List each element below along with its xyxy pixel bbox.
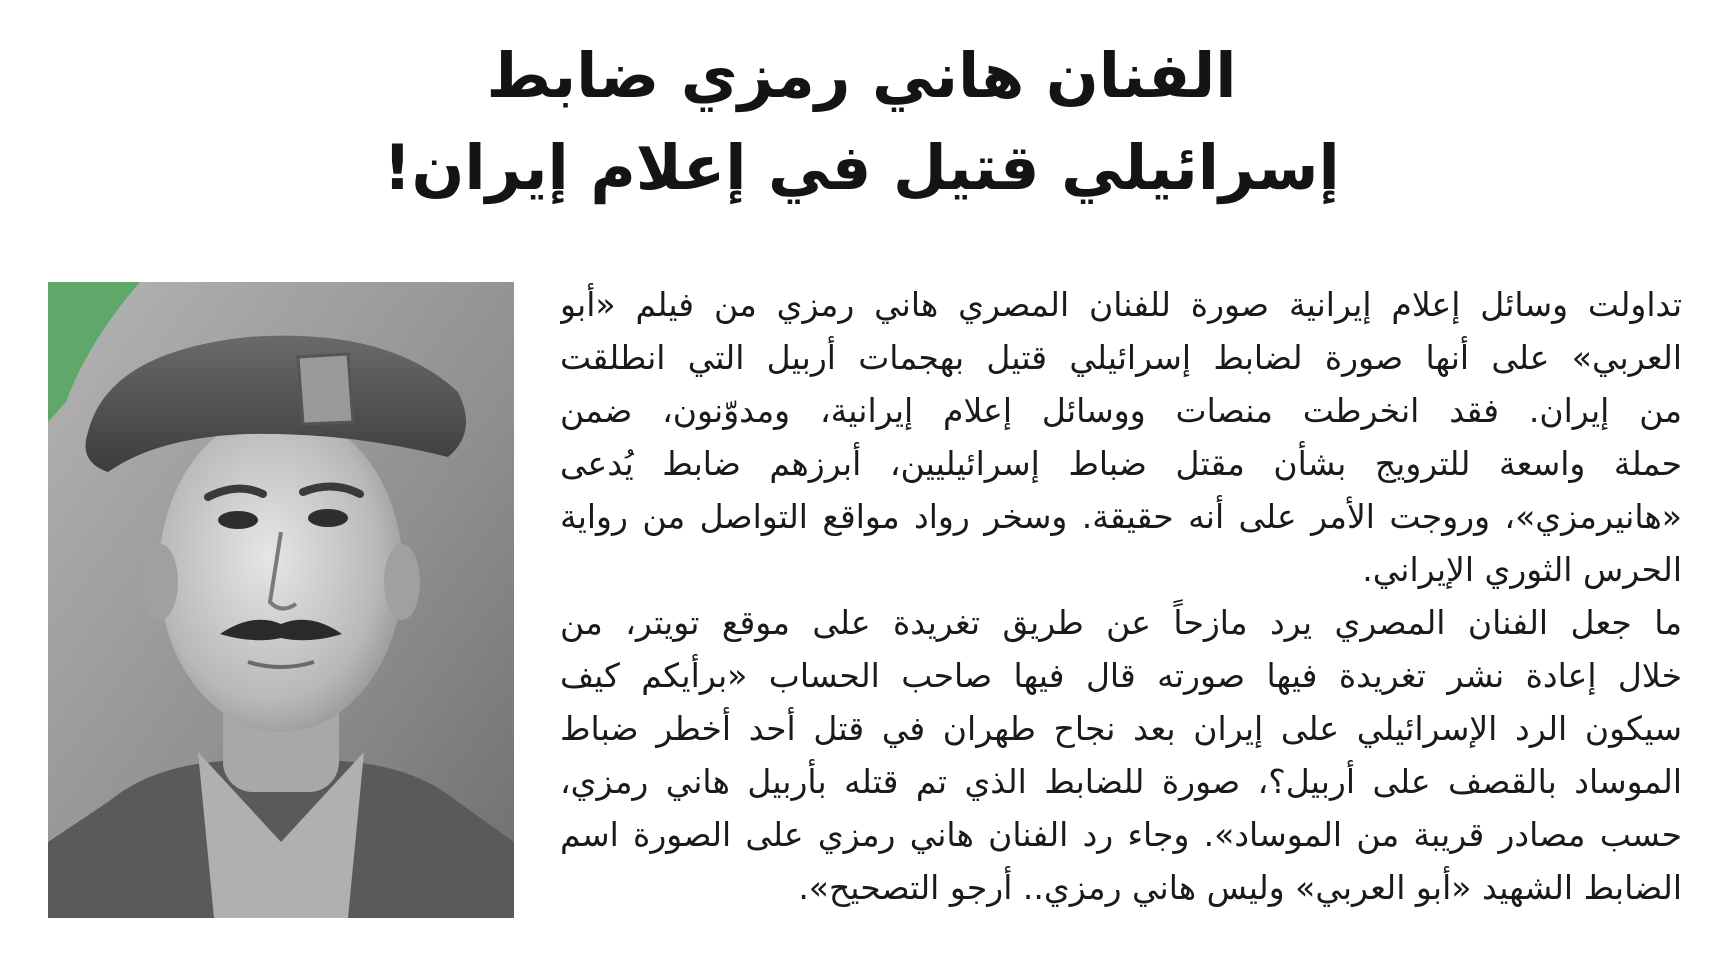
headline-line-1: الفنان هاني رمزي ضابط bbox=[486, 39, 1237, 112]
article-headline bbox=[0, 30, 1723, 214]
body-line: خلال إعادة نشر تغريدة فيها صورته قال فيها صاحب الحساب «برأيكم كيف bbox=[560, 656, 1682, 695]
right-ear bbox=[384, 544, 420, 620]
body-line: تداولت وسائل إعلام إيرانية صورة للفنان المصري هاني رمزي من فيلم «أبو bbox=[560, 285, 1682, 324]
left-ear bbox=[142, 544, 178, 620]
body-line: «هانيرمزي»، وروجت الأمر على أنه حقيقة. وسخر رواد مواقع التواصل من رواية bbox=[560, 497, 1682, 536]
face bbox=[159, 412, 403, 732]
body-line-paragraph-end: الضابط الشهيد «أبو العربي» وليس هاني رمزي.. أرجو التصحيح». bbox=[798, 868, 1682, 907]
body-line-paragraph-end: الحرس الثوري الإيراني. bbox=[1362, 550, 1682, 589]
body-line: حسب مصادر قريبة من الموساد». وجاء رد الفنان هاني رمزي على الصورة اسم bbox=[560, 815, 1682, 854]
article-photo bbox=[48, 282, 514, 918]
right-eye bbox=[308, 509, 348, 527]
article-body bbox=[560, 278, 1682, 914]
portrait-illustration bbox=[48, 282, 514, 918]
body-line: الموساد بالقصف على أربيل؟، صورة للضابط الذي تم قتله بأربيل هاني رمزي، bbox=[560, 762, 1682, 801]
body-line: من إيران. فقد انخرطت منصات ووسائل إعلام إيرانية، ومدوّنون، ضمن bbox=[560, 391, 1682, 430]
body-line: ما جعل الفنان المصري يرد مازحاً عن طريق تغريدة على موقع تويتر، من bbox=[560, 603, 1682, 642]
body-line: سيكون الرد الإسرائيلي على إيران بعد نجاح طهران في قتل أحد أخطر ضباط bbox=[560, 709, 1682, 748]
beret-badge bbox=[298, 354, 353, 424]
body-line: حملة واسعة للترويج بشأن مقتل ضباط إسرائيليين، أبرزهم ضابط يُدعى bbox=[560, 444, 1682, 483]
left-eye bbox=[218, 511, 258, 529]
headline-line-2: إسرائيلي قتيل في إعلام إيران! bbox=[383, 131, 1340, 204]
body-line: العربي» على أنها صورة لضابط إسرائيلي قتيل بهجمات أربيل التي انطلقت bbox=[560, 338, 1682, 377]
